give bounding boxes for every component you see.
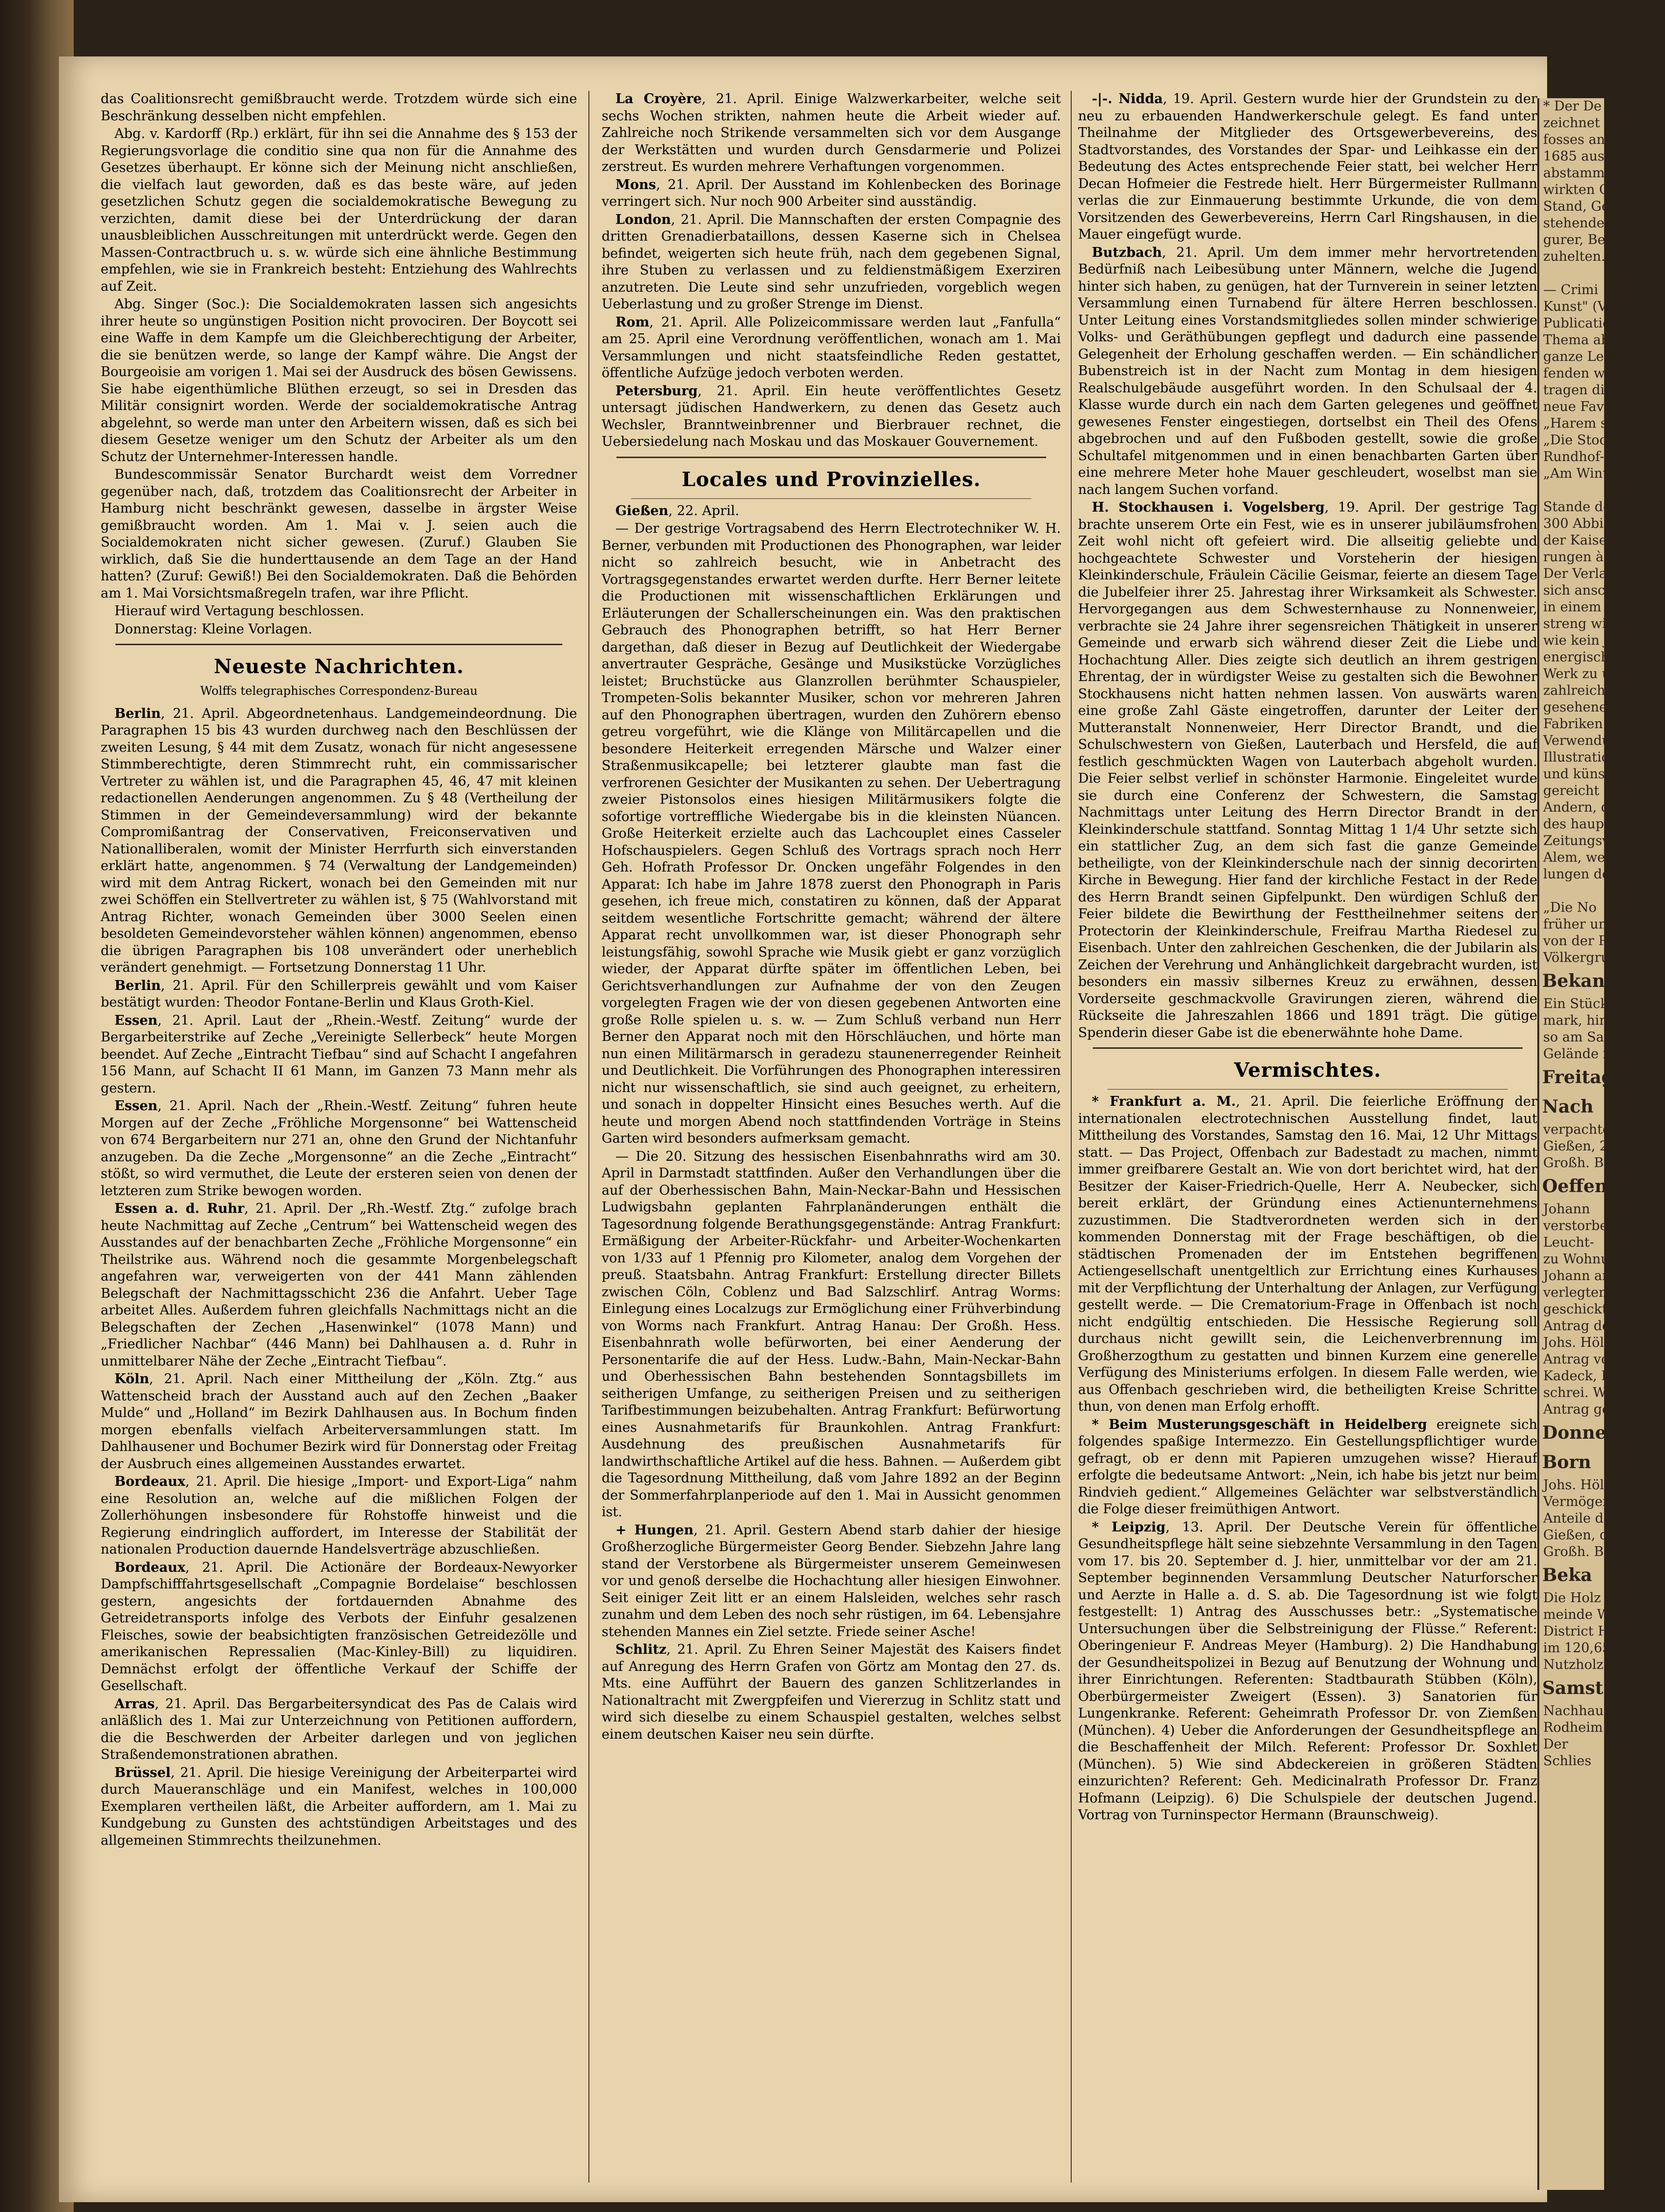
adjacent-ad-fragment: verstorbenen [1543,1218,1633,1233]
adjacent-text-fragment: in einem groß [1543,600,1637,615]
column-rule [1071,91,1072,2183]
adjacent-text-fragment: „Am Winter in [1543,466,1639,481]
adjacent-ad-fragment: Der [1543,1737,1568,1752]
adjacent-text-fragment: wie kein jun [1543,633,1625,648]
adjacent-ad-fragment: zu Wohnu [1543,1252,1610,1267]
dateline-city: Gießen [615,503,668,519]
adjacent-page-strip [1537,98,1665,2190]
adjacent-text-fragment: tragen die Namen [1543,382,1665,398]
dateline-city: -|-. Nidda [1092,91,1163,107]
news-text: , 21. April. Nach einer Mittheilung der „Köln. Ztg.“ aus Wattenscheid brach der Ausstand auch auf den Zechen „Baaker Mulde“ und „Holland“ im Bezirk Dahlhausen aus. In Bochum finden morgen ebenfalls vielfach Arbeiterversammlungen statt. Im Dahlhausener und Bochumer Bezirk wird für Donnerstag oder Freitag der Ausbruch eines allgemeinen Ausstandes erwartet. [101,1371,577,1472]
news-item [602,212,1061,313]
dateline-city: Essen a. d. Ruhr [114,1201,245,1216]
adjacent-text-fragment: „Die Stochsch [1543,433,1638,448]
adjacent-text-fragment: 300 Abbildung [1543,516,1642,531]
adjacent-text-fragment: Publication des [1543,316,1647,331]
dateline-city: Köln [114,1371,149,1387]
news-item [1078,1093,1537,1416]
adjacent-ad-fragment: Kadeck, Pe [1543,1368,1618,1384]
adjacent-ad-fragment: so am Sau [1543,1030,1612,1045]
adjacent-ad-fragment: Nach [1542,1096,1594,1117]
news-item [101,978,577,1011]
dateline-city: London [615,212,671,227]
adjacent-text-fragment: des hauptsächl [1543,817,1644,832]
dateline-city: Berlin [114,978,161,993]
adjacent-text-fragment: rungen à 50 P [1543,549,1638,565]
adjacent-text-fragment [1539,482,1604,499]
adjacent-text-fragment: gesehenen Weis [1543,700,1651,715]
adjacent-ad-fragment: Gießen, 2 [1543,1139,1608,1154]
news-text: , 21. April. Einige Walzwerkarbeiter, welche seit sechs Wochen strikten, nahmen heute die Arbeit wieder auf. Zahlreiche noch Strikende versammelten sich vor dem Ausgange der Werkstätten und wurden durch Gensdarmerie und Polizei zerstreut. Es wurden mehrere Verhaftungen vorgenommen. [602,91,1061,174]
adjacent-ad-fragment: Johs. Hölz [1543,1477,1611,1493]
section-title-neueste: Neueste Nachrichten. [214,655,464,678]
adjacent-text-fragment [1539,265,1604,282]
dateline-city: Arras [114,1696,155,1712]
adjacent-ad-fragment: Beka [1542,1565,1592,1585]
news-text: , 21. April. Abgeordnetenhaus. Landgemeindeordnung. Die Paragraphen 15 bis 43 wurden durchweg nach den Beschlüssen der zweiten Lesung, § 44 mit dem Zusatz, wonach für nicht angesessene Stimmberechtigte, deren Stimmrecht ruht, ein commissarischer Vertreter zu wählen ist, und die Paragraphen 45, 46, 47 mit kleinen redactionellen Aenderungen angenommen. Zu § 48 (Vertheilung der Stimmen in der Gemeindeversammlung) wird der bekannte Compromißantrag der Conservativen, Freiconservativen und Nationalliberalen, womit der Minister Herrfurth sich einverstanden erklärt hatte, angenommen. § 74 (Verwaltung der Landgemeinden) wird mit dem Antrag Rickert, wonach bei den Gemeinden mit nur zwei Schöffen ein Stellvertreter zu wählen ist, § 75 (Wahlvorstand mit Antrag Richter, wonach Gemeinden über 3000 Seelen einen besoldeten Gemeindevorsteher wählen können) angenommen, ebenso die übrigen Paragraphen bis 108 unverändert oder unerheblich verändert genehmigt. — Fortsetzung Donnerstag 11 Uhr. [101,706,577,975]
news-text: , 21. April. Das Bergarbeitersyndicat des Pas de Calais wird anläßlich des 1. Mai zur Unterzeichnung von Petitionen auffordern, die die Beschwerden der Arbeiter darlegen und von jeglichen Straßendemonstrationen abrathen. [101,1696,577,1762]
dateline-city: Brüssel [114,1765,171,1780]
news-text: , 13. April. Der Deutsche Verein für öffentliche Gesundheitspflege hält seine siebzehnte Versammlung in den Tagen vom 17. bis 20. September d. J. hier, unmittelbar vor der am 21. September beginnenden Versammlung Deutscher Naturforscher und Aerzte in Halle a. d. S. ab. Die Tagesordnung ist wie folgt festgestellt: 1) Antrag des Ausschusses betr.: „Systematische Untersuchungen über die Selbstreinigung der Flüsse.“ Referent: Oberingenieur F. Andreas Meyer (Hamburg). 2) Die Handhabung der Gesundheitspolizei in Bezug auf Benutzung der Wohnung und ihrer Einrichtungen. Referenten: Stadtbaurath Stübben (Köln), Oberbürgermeister Zweigert (Essen). 3) Sanatorien für Lungenkranke. Referent: Geheimrath Professor Dr. von Ziemßen (München). 4) Ueber die Anforderungen der Gesundheitspflege an die Beschaffenheit der Milch. Referent: Professor Dr. Soxhlet (München). 5) Wie sind Abdeckereien in größeren Städten einzurichten? Referent: Geh. Medicinalrath Professor Dr. Franz Hofmann (Leipzig). 6) Die Schulspiele der deutschen Jugend. Vortrag von Turninspector Hermann (Braunschweig). [1078,1519,1537,1823]
dateline-city: * Leipzig [1092,1519,1166,1535]
adjacent-ad-fragment: Bekan [1542,971,1605,991]
article-paragraph: Abg. Singer (Soc.): Die Socialdemokraten lassen sich angesichts ihrer heute so ungünstigen Position nicht provociren. Der Boycott sei eine Waffe in dem Kampfe um die Gleichberechtigung der Arbeiter, die sie benützen werde, so lange der Kampf währe. Die Angst der Bourgeoisie am vorigen 1. Mai sei der Ausdruck des bösen Gewissens. Sie habe eigenthümliche Blüthen erzeugt, so sei in Dresden das Militär consignirt worden. Werde der socialdemokratische Antrag abgelehnt, so werde man unter den Arbeitern wissen, daß es sich bei diesem Gesetze weniger um den Schutz der Arbeiter als um den Schutz der Unternehmer-Interessen handle. [101,297,577,464]
adjacent-text-fragment: „Harem stochsch [1543,416,1660,431]
adjacent-ad-fragment: Großh. Bür [1543,1155,1619,1171]
adjacent-text-fragment: „Die No [1543,900,1597,915]
adjacent-text-fragment: neue Favoritin [1543,399,1641,414]
adjacent-text-fragment: früher ungebe [1543,917,1640,932]
column-rule [588,91,589,2183]
adjacent-ad-fragment: Donnerst [1542,1422,1634,1443]
dateline-city: H. Stockhausen i. Vogelsberg [1092,500,1325,515]
news-text: , 21. April. Laut der „Rhein.-Westf. Zeitung“ wurde der Bergarbeiterstrike auf Zeche „Vereinigte Sellerbeck“ heute Morgen beendet. Auf Zeche „Eintracht Tiefbau“ sind auf Schacht I angefahren 156 Mann, auf Schacht II 61 Mann, im Ganzen 73 Mann mehr als gestern. [101,1012,577,1096]
news-item [101,1201,577,1370]
news-text: , 21. April. Für den Schillerpreis gewählt und vom Kaiser bestätigt wurden: Theodor Fontane-Berlin und Klaus Groth-Kiel. [101,978,577,1010]
article-paragraph: das Coalitionsrecht gemißbraucht werde. Trotzdem würde sich eine Beschränkung desselben nicht empfehlen. [101,91,577,124]
news-text: , 21. April. Die Actionäre der Bordeaux-Newyorker Dampfschifffahrtsgesellschaft „Compagnie Bordelaise“ beschlossen gestern, angesichts der fortdauernden Abnahme des Getreidetransports infolge des Verbots der Einfuhr gesalzenen Fleisches, sowie der beabsichtigten französischen Getreidezölle und amerikanischen Repressalien (Mac-Kinley-Bill) zu liquidiren. Demnächst erfolgt der öffentliche Verkauf der Schiffe der Gesellschaft. [101,1559,577,1693]
dateline-city: Bordeaux [114,1559,186,1575]
adjacent-text-fragment: Alem, welche [1543,850,1634,865]
adjacent-ad-fragment: District Ha [1543,1624,1617,1639]
adjacent-text-fragment: Stand, Gebur [1543,199,1633,214]
adjacent-ad-fragment: Born [1542,1452,1591,1473]
news-item [602,1641,1061,1743]
adjacent-text-fragment: Illustrationen [1543,750,1635,765]
adjacent-text-fragment: und künstliche [1543,766,1643,782]
news-text: , 21. April. Die hiesige „Import- und Export-Liga“ nahm eine Resolution an, welche auf die mißlichen Folgen der Zollerhöhungen insbesondere für Rohstoffe hinweist und die Regierung eindringlich auffordert, im Interesse der Stabilität der nationalen Production dauernde Handelsverträge abzuschließen. [101,1474,577,1557]
news-item [602,1148,1061,1521]
news-item [602,177,1061,211]
news-text: , 21. April. Der Ausstand im Kohlenbecken des Borinage verringert sich. Nur noch 900 Arbeiter sind ausständig. [602,177,1061,209]
adjacent-ad-fragment: verlegten S [1543,1285,1621,1300]
adjacent-ad-fragment: verpachtet [1543,1122,1616,1137]
column-2 [602,91,1061,2183]
adjacent-ad-fragment: meinde Wald [1543,1607,1630,1622]
section-divider [1093,1047,1523,1049]
news-text: , 21. April. Der „Rh.-Westf. Ztg.“ zufolge brach heute Nachmittag auf Zeche „Centrum“ bei Wattenscheid wegen des Ausstandes auf der benachbarten Zeche „Fröhliche Morgensonne“ ein Theilstrike aus. Während noch die gesammte Morgenbelegschaft angefahren war, verweigerten von der 441 Mann zählenden Belegschaft der Nachmittagsschicht 236 die Anfahrt. Ueber Tage arbeitet Alles. Außerdem fuhren gleichfalls Nachmittags nicht an die Belegschaften der Zechen „Hasenwinkel“ (1078 Mann) und „Friedlicher Nachbar“ (446 Mann) bei Dahlhausen a. d. Ruhr in unmittelbarer Nähe der Zeche „Eintracht Tiefbau“. [101,1201,577,1369]
adjacent-text-fragment: energischem E [1543,650,1644,665]
adjacent-ad-fragment: Johann [1543,1202,1590,1217]
news-item [101,1765,577,1850]
adjacent-text-fragment: abstammenden [1543,165,1646,181]
section-divider [1108,1089,1508,1090]
adjacent-text-fragment: gurer, Berlin [1543,232,1629,247]
news-text: , 21. April. Um dem immer mehr hervortretenden Bedürfniß nach Leibesübung unter Männern, welche die Jugend hinter sich haben, zu genügen, hat der Turnverein in seiner letzten Versammlung einen Turnabend für ältere Herren beschlossen. Unter Leitung eines Vorstandsmitgliedes sollen minder schwierige Volks- und Geräthübungen gepflegt und dadurch eine passende Gelegenheit der Erholung geschaffen werden. — Ein schändlicher Bubenstreich ist in der Nacht zum Montag in dem hiesigen Realschulgebäude ausgeführt worden. In den Schulsaal der 4. Klasse wurde durch ein nach dem Garten gelegenes und geöffnet gewesenes Fenster eingestiegen, dortselbst ein Theil des Ofens abgebrochen und auf den Fußboden gestellt, sowie die große Schultafel mitgenommen und in einen benachbarten Garten über eine mehrere Meter hohe Mauer geschleudert, woselbst man sie nach langem Suchen vorfand. [1078,245,1537,497]
adjacent-ad-fragment: Ein Stück [1543,996,1609,1011]
dateline-city: Berlin [114,706,161,721]
section-divider [631,498,1031,499]
adjacent-text-fragment: sich anschicke, [1543,583,1646,598]
adjacent-ad-fragment: Gelände in [1543,1046,1616,1062]
adjacent-text-fragment: Werk zu unt [1543,666,1625,682]
adjacent-text-fragment: 1685 aus Frank [1543,149,1649,164]
adjacent-ad-fragment: Leucht- [1543,1235,1594,1250]
adjacent-ad-fragment: Anteile des [1543,1511,1618,1526]
news-text: , 19. April. Gestern wurde hier der Grundstein zu der neu zu erbauenden Handwerkerschule gelegt. Es fand unter Theilnahme der Mitglieder des Ortsgewerbevereins, des Stadtvorstandes, des Vorstandes der Spar- und Leihkasse ein der Bedeutung des Actes entsprechende Feier statt, bei welcher Herr Decan Hofmeier die Festrede hielt. Herr Bürgermeister Rullmann verlas die zur Einmauerung bestimmte Urkunde, die von dem Vorsitzenden des Gewerbevereins, Herrn Carl Ringshausen, in die Mauer eingefügt wurde. [1078,91,1537,242]
news-item [602,91,1061,176]
adjacent-ad-fragment: Oeffen [1542,1176,1608,1197]
adjacent-ad-fragment: Antrag von [1543,1352,1618,1367]
article-paragraph: Donnerstag: Kleine Vorlagen. [114,621,312,637]
news-item [1078,91,1537,244]
news-text: , 21. April. Alle Polizeicommissare werden laut „Fanfulla“ am 25. April eine Verordnung veröffentlichen, wonach am 1. Mai Versammlungen und nicht staatsfeindliche Reden gestattet, öffentliche Aufzüge jedoch verboten werden. [602,314,1061,381]
news-text: , 21. April. Gestern Abend starb dahier der hiesige Großherzogliche Bürgermeister Georg Bender. Siebzehn Jahre lang stand der Verstorbene als Bürgermeister unserem Gemeinwesen vor und genoß derselbe die Hochachtung aller hiesigen Einwohner. Seit einiger Zeit litt er an einem Halsleiden, welches sehr rasch zunahm und dem Leben des noch sehr rüstigen, im 64. Lebensjahre stehenden Mannes ein Ziel setzte. Friede seiner Asche! [602,1522,1061,1639]
adjacent-text-fragment: Rundhof-Artikel, [1543,449,1654,464]
adjacent-ad-fragment: geschickt vo [1543,1302,1627,1317]
adjacent-text-fragment: fenden wir Ker [1543,366,1644,381]
adjacent-text-fragment: zahlreichen Fr [1543,683,1641,698]
adjacent-text-fragment: fosses anzulegen [1543,132,1658,147]
adjacent-ad-fragment: im 120,65 [1543,1640,1611,1656]
news-item [101,1371,577,1473]
dateline-city: Mons [615,177,656,192]
article-paragraph: Abg. v. Kardorff (Rp.) erklärt, für ihn sei die Annahme des § 153 der Regierungsvorlage die conditio sine qua non für die Annahme des Gesetzes überhaupt. Er könne sich der Meinung nicht anschließen, die vielfach laut geworden, daß es das beste wäre, auf jeden gesetzlichen Schutz gegen die socialdemokratische Bewegung zu verzichten, damit diese bei der Unterdrückung der daran unausbleiblichen Ausschreitungen mit unterdrückt werde. Gegen den Massen-Contractbruch u. s. w. würde sich eine ähnliche Bestimmung empfehlen, wie sie in Frankreich besteht: Entziehung des Wahlrechts auf Zeit. [101,126,577,294]
adjacent-text-fragment: * Der De [1543,99,1602,114]
dateline-city: * Beim Musterungsgeschäft in Heidelberg [1092,1417,1427,1432]
adjacent-text-fragment: lungen der Ge [1543,867,1639,882]
news-text: , 21. April. Ein heute veröffentlichtes Gesetz untersagt jüdischen Handwerkern, zu denen das Gesetz auch Wechsler, Branntweinbrenner und Bierbrauer rechnet, die Uebersiedelung nach Moskau und das Moskauer Gouvernement. [602,383,1061,449]
adjacent-ad-fragment: Antrag ge [1543,1402,1610,1417]
adjacent-text-fragment: zeichnet alle [1543,115,1629,131]
adjacent-text-fragment: Verwendung [1543,733,1628,748]
section-title-locales: Locales und Provinzielles. [681,467,981,491]
adjacent-text-fragment: — Crimi [1543,282,1599,298]
news-item [602,520,1061,1147]
news-item [1078,499,1537,1041]
section-divider [115,644,562,645]
adjacent-text-fragment: Zeitungsverdie [1543,833,1645,848]
news-text: , 21. April. Nach der „Rhein.-Westf. Zeitung“ fuhren heute Morgen auf der Zeche „Fröhliche Morgensonne“ bei Wattenscheid von 674 Bergarbeitern nur 271 an, ohne den Grund der Nichtanfuhr anzugeben. Da die Zeche „Morgensonne“ an die Zeche „Eintracht“ stößt, so wird vermuthet, die Leute der ersteren seien von denen der letzteren zum Strike bewogen worden. [101,1098,577,1199]
news-text: — Die 20. Sitzung des hessischen Eisenbahnraths wird am 30. April in Darmstadt stattfinden. Außer den Verhandlungen über die auf der Oberhessischen Bahn, Main-Neckar-Bahn und Hessischen Ludwigsbahn geplanten Fahrplanänderungen enthält die Tagesordnung folgende Berathungsgegenstände: Antrag Frankfurt: Ermäßigung der Arbeiter-Rückfahr- und Arbeiter-Wochenkarten von 1/33 auf 1 Pfennig pro Kilometer, analog dem Vorgehen der preuß. Staatsbahn. Antrag Frankfurt: Erstellung directer Billets zwischen Cöln, Coblenz und Bad Salzschlirf. Antrag Worms: Einlegung eines Localzugs zur Ermöglichung einer Frühverbindung von Worms nach Frankfurt. Antrag Hanau: Der Großh. Hess. Eisenbahnrath wolle befürworten, bei einer Aenderung der Personentarife die auf der Hess. Ludw.-Bahn, Main-Neckar-Bahn und Oberhessischen Bahn bestehenden Sonntagsbillets im seitherigen Umfange, zu seitherigen Preisen und zu seitherigen Tarifbestimmungen beizubehalten. Antrag Frankfurt: Befürwortung eines Ausnahmetarifs für Braunkohlen. Antrag Frankfurt: Ausdehnung des preußischen Ausnahmetarifs für landwirthschaftliche Artikel auf die hess. Bahnen. — Außerdem gibt die Tagesordnung Mittheilung, daß vom Jahre 1892 an der Beginn der Sommerfahrplanperiode auf den 1. Mai in Aussicht genommen ist. [602,1148,1061,1520]
news-item [101,1098,577,1200]
adjacent-text-fragment: von der Pflicht [1543,933,1642,949]
dateline-city: Schlitz [615,1642,666,1657]
adjacent-ad-fragment: Großh. Bür [1543,1544,1619,1559]
column-1 [101,91,577,2183]
news-text: , 19. April. Der gestrige Tag brachte unserem Orte ein Fest, wie es in unserer jubiläumsfrohen Zeit wohl nicht oft gefeiert wird. Die allseitig geliebte und hochgeachtete Schwester und Vorsteherin der hiesigen Kleinkinderschule, Fräulein Cäcilie Geismar, feierte an diesem Tage die Jubelfeier ihrer 25. Jahrestag ihrer Wirksamkeit als Schwester. Hervorgegangen aus dem Schwesternhause zu Nonnenweier, verbrachte sie 24 Jahre ihrer segensreichen Thätigkeit in unserer Gemeinde und erwarb sich während dieser Zeit die Liebe und Hochachtung Aller. Dies zeigte sich deutlich an ihrem gestrigen Ehrentag, der in würdigster Weise zu gestalten sich die Bewohner Stockhausens nicht hatten nehmen lassen. Von auswärts waren eine große Zahl Gäste eingetroffen, darunter der Leiter der Mutteranstalt Nonnenweier, Herr Director Brandt, und die Schulschwestern von Gießen, Lauterbach und Hersfeld, die auf festlich geschmückten Wagen von Lauterbach abgeholt wurden. Die Feier selbst verlief in schönster Harmonie. Eingeleitet wurde sie durch eine Conferenz der Schwestern, die Samstag Nachmittags unter Leitung des Herrn Director Brandt in der Kleinkinderschule stattfand. Sonntag Mittag 1 1/4 Uhr setzte sich ein stattlicher Zug, an dem sich fast die ganze Gemeinde betheiligte, von der Kleinkinderschule nach der sinnig decorirten Kirche in Bewegung. Hier fand der kirchliche Festact in der Rede des Herrn Brandt seinen Gipfelpunkt. Den würdigen Schluß der Feier bildete die Bewirthung der Festtheilnehmer seitens der Protectorin der Kleinkinderschule, Freifrau Martha Riedesel zu Eisenbach. Unter den zahlreichen Geschenken, die der Jubilarin als Zeichen der Verehrung und Anhänglichkeit dargebracht wurden, ist besonders ein massiv silbernes Kreuz zu erwähnen, dessen Vorderseite geschmackvolle Gravirungen zieren, während die Rückseite die Jahreszahlen 1866 und 1891 trägt. Die gütige Spenderin dieser Gabe ist die ebenerwähnte hohe Dame. [1078,500,1538,1040]
adjacent-text-fragment: stehenden des [1543,216,1640,231]
column-3 [1078,91,1537,2183]
adjacent-text-fragment: Fabriken der [1543,716,1630,732]
news-item [602,503,1061,520]
adjacent-text-fragment: Der Verlag [1543,566,1616,581]
news-item [1078,1519,1537,1824]
news-item [101,1696,577,1764]
news-text: , 21. April. Die feierliche Eröffnung der internationalen electrotechnischen Ausstellung findet, laut Mittheilung des Vorstandes, Samstag den 16. Mai, 12 Uhr Mittags statt. — Das Project, Offenbach zur Badestadt zu machen, nimmt immer greifbarere Gestalt an. Wie von dort berichtet wird, hat der Besitzer der Kaiser-Friedrich-Quelle, Herr A. Neubecker, sich bereit erklärt, der Gründung eines Actienunternehmens zuzustimmen. Die Stadtverordneten werden sich in der kommenden Donnerstag mit der Frage beschäftigen, ob die städtischen Promenaden der im Entstehen begriffenen Actiengesellschaft unentgeltlich zur Errichtung eines Kurhauses mit der Verpflichtung der Unterhaltung der Anlagen, zur Verfügung gestellt werde. — Die Crematorium-Frage in Offenbach ist noch nicht endgültig entschieden. Die Hessische Regierung soll durchaus nicht gewillt sein, die Leichenverbrennung im Großherzogthum zu gestatten und binnen Kurzem eine generelle Verfügung des Ministeriums erfolgen. In diesem Falle werden, wie aus Offenbach geschrieben wird, die betheiligten Kreise Schritte thun, von denen man Erfolg erhofft. [1078,1094,1537,1414]
dateline-city: Essen [114,1012,158,1028]
adjacent-ad-fragment: Die Holz [1543,1590,1601,1606]
adjacent-text-fragment: gereicht zu ma [1543,783,1644,798]
news-text: , 22. April. [668,503,740,519]
section-subtitle: Wolffs telegraphisches Correspondenz-Bureau [200,684,478,698]
adjacent-text-fragment: Stande der W [1543,499,1636,515]
news-text: ereignete sich folgendes spaßige Intermezzo. Ein Gestellungspflichtiger wurde gefragt, ob er denn mit Papieren umzugehen wisse? Hierauf erfolgte die bedeutsame Antwort: „Nein, ich habe bis jetzt nur beim Rindvieh gedient.“ Allgemeines Gelächter war selbstverständlich die Folge dieser freimüthigen Antwort. [1078,1417,1537,1517]
section-title-vermischtes: Vermischtes. [1234,1059,1382,1082]
adjacent-text-fragment: Thema abhandl [1543,332,1647,348]
adjacent-text-fragment: streng wissensch [1543,616,1660,631]
adjacent-ad-fragment: Nachhaus [1543,1703,1610,1719]
news-item [1078,245,1537,499]
adjacent-ad-fragment: Nutzholz [1543,1657,1604,1672]
adjacent-ad-fragment: mark, hinter [1543,1013,1628,1028]
adjacent-ad-fragment: Gießen, d [1543,1528,1609,1543]
dateline-city: + Hungen [615,1522,694,1538]
news-text: , 21. April. Die hiesige Vereinigung der Arbeiterpartei wird durch Maueranschläge und ein Manifest, welches in 100,000 Exemplaren vertheilen läßt, die Arbeiter auffordern, am 1. Mai zu Kundgebung zu Gunsten des achtstündigen Arbeitstages und des allgemeinen Stimmrechts theilzunehmen. [101,1765,577,1848]
adjacent-text-fragment: ganze Leitholsche [1543,349,1665,364]
adjacent-ad-fragment: Schlies [1543,1753,1592,1769]
adjacent-text-fragment [1539,883,1604,900]
adjacent-ad-fragment: Samst [1542,1678,1604,1698]
dateline-city: Butzbach [1092,245,1162,260]
news-item [101,706,577,977]
dateline-city: * Frankfurt a. M. [1092,1094,1236,1109]
news-item [602,1522,1061,1641]
adjacent-ad-fragment: Freitag [1542,1067,1614,1088]
adjacent-ad-fragment: Antrag des [1543,1318,1617,1334]
adjacent-ad-fragment: Vermögen [1543,1494,1611,1509]
news-text: , 21. April. Die Mannschaften der ersten Compagnie des dritten Grenadierbataillons, dessen Kaserne sich in Chelsea befindet, weigerten sich heute früh, nach dem gegebenen Signal, ihre Stuben zu verlassen und zu feldienstmäßigem Exerziren anzutreten. Die Leute sind sehr unzufrieden, vorgeblich wegen Ueberlastung und zu großer Strenge im Dienst. [602,212,1061,312]
adjacent-text-fragment: Völkergruppe. [1543,950,1638,965]
article-paragraph: Bundescommissär Senator Burchardt weist dem Vorredner gegenüber nach, daß, trotzdem das Coalitionsrecht der Arbeiter in Hamburg nicht beschränkt gewesen, dasselbe in ärgster Weise gemißbraucht worden. Am 1. Mai v. J. seien auch die Socialdemokraten nicht sicher gewesen. (Zuruf.) Glauben Sie wirklich, daß Sie die hunderttausende an dem Tage an der Hand hatten? (Zuruf: Gewiß!) Bei den Socialdemokraten. Daß die Behörden am 1. Mai Vorsichtsmaßregeln trafen, war ihre Pflicht. [101,467,577,601]
adjacent-text-fragment: zuhelten. [1543,249,1606,264]
adjacent-ad-fragment: Johann an [1543,1268,1611,1284]
adjacent-ad-fragment: Johs. Hölz [1543,1335,1611,1350]
news-item [1078,1417,1537,1518]
adjacent-ad-fragment: Rodheim [1543,1720,1603,1735]
adjacent-ad-fragment: schrei. Wöh [1543,1385,1622,1400]
dateline-city: La Croyère [615,91,702,107]
news-item [101,1559,577,1695]
dateline-city: Essen [114,1098,158,1114]
adjacent-text-fragment: Andern, die [1543,800,1622,815]
news-item [602,383,1061,451]
news-item [101,1012,577,1097]
news-text: — Der gestrige Vortragsabend des Herrn Electrotechniker W. H. Berner, verbunden mit Productionen des Phonographen, war leider nicht so zahlreich besucht, wie in Anbetracht des Vortragsgegenstandes erwartet werden durfte. Herr Berner leitete die Productionen mit wissenschaftlichen Erklärungen und Erläuterungen der Schallerscheinungen ein. Was den praktischen Gebrauch des Phonographen betrifft, so hat Herr Berner dargethan, daß dieser in Bezug auf Deutlichkeit der Wiedergabe anvertrauter Gespräche, Gesänge und Musikstücke Vorzügliches leistet; Bruchstücke aus Glanzrollen berühmter Schauspieler, Trompeten-Solis bekannter Musiker, schon vor mehreren Jahren auf den Phonographen übertragen, wurden den Zuhörern ebenso getreu vorgeführt, wie die Klänge von Militärcapellen und die besondere Heiterkeit erregenden Märsche und Walzer einer Straßenmusikcapelle; bei letzterer glaubte man fast die verfrorenen Gesichter der Musikanten zu sehen. Der Uebertragung zweier Pistonsolos eines hiesigen Militärmusikers folgte die sofortige vortreffliche Wiedergabe bis in die kleinsten Nüancen. Große Heiterkeit erzielte auch das Lachcouplet eines Casseler Hofschauspielers. Gegen Schluß des Vortrags sprach noch Herr Geh. Hofrath Professor Dr. Oncken ungefähr Folgendes in den Apparat: Ich habe im Jahre 1878 zuerst den Phonograph in Paris gesehen, ich freue mich, constatiren zu können, daß der Apparat seitdem wesentliche Fortschritte gemacht; während der ältere Apparat recht unvollkommen war, ist dieser Phonograph sehr leistungsfähig, sowohl Sprache wie Musik giebt er ganz vorzüglich wieder, der Apparat dürfte später im öffentlichen Leben, bei Gerichtsverhandlungen zur Aufnahme der von den Zeugen vorgelegten Fragen wie der von diesen gegebenen Antworten eine große Rolle spielen u. s. w. — Zum Schluß verband nun Herr Berner den Apparat noch mit den Hörschläuchen, und hörte man nun einen Militärmarsch in geradezu staunenerregender Reinheit und Deutlichkeit. Die Vorführungen des Phonographen interessiren nicht nur wissenschaftlich, sie sind auch geeignet, zu erheitern, und sonach in doppelter Hinsicht eines Besuches werth. Auf die heute und morgen Abend noch stattfindenden Vorträge in Steins Garten wird besonders aufmerksam gemacht. [602,521,1061,1146]
adjacent-text-fragment: der Kaiserl. H [1543,533,1637,548]
dateline-city: Petersburg [615,383,698,399]
adjacent-text-fragment: wirkten Gemein [1543,182,1651,197]
adjacent-text-fragment: Kunst" (Verl [1543,299,1625,314]
dateline-city: Bordeaux [114,1474,186,1489]
section-divider [616,457,1046,458]
news-item [602,314,1061,382]
dateline-city: Rom [615,314,650,330]
news-text: , 21. April. Zu Ehren Seiner Majestät des Kaisers findet auf Anregung des Herrn Grafen von Görtz am Montag den 27. ds. Mts. eine Aufführt der Bauern des ganzen Schlitzerlandes in Nationaltracht mit Zwergpfeifen und Viererzug in Schlitz statt und wird sich dieselbe zu einem Schauspiel gestalten, welches selbst einem deutschen Kaiser neu sein dürfte. [602,1642,1061,1742]
article-paragraph: Hierauf wird Vertagung beschlossen. [114,603,364,619]
news-item [101,1474,577,1558]
